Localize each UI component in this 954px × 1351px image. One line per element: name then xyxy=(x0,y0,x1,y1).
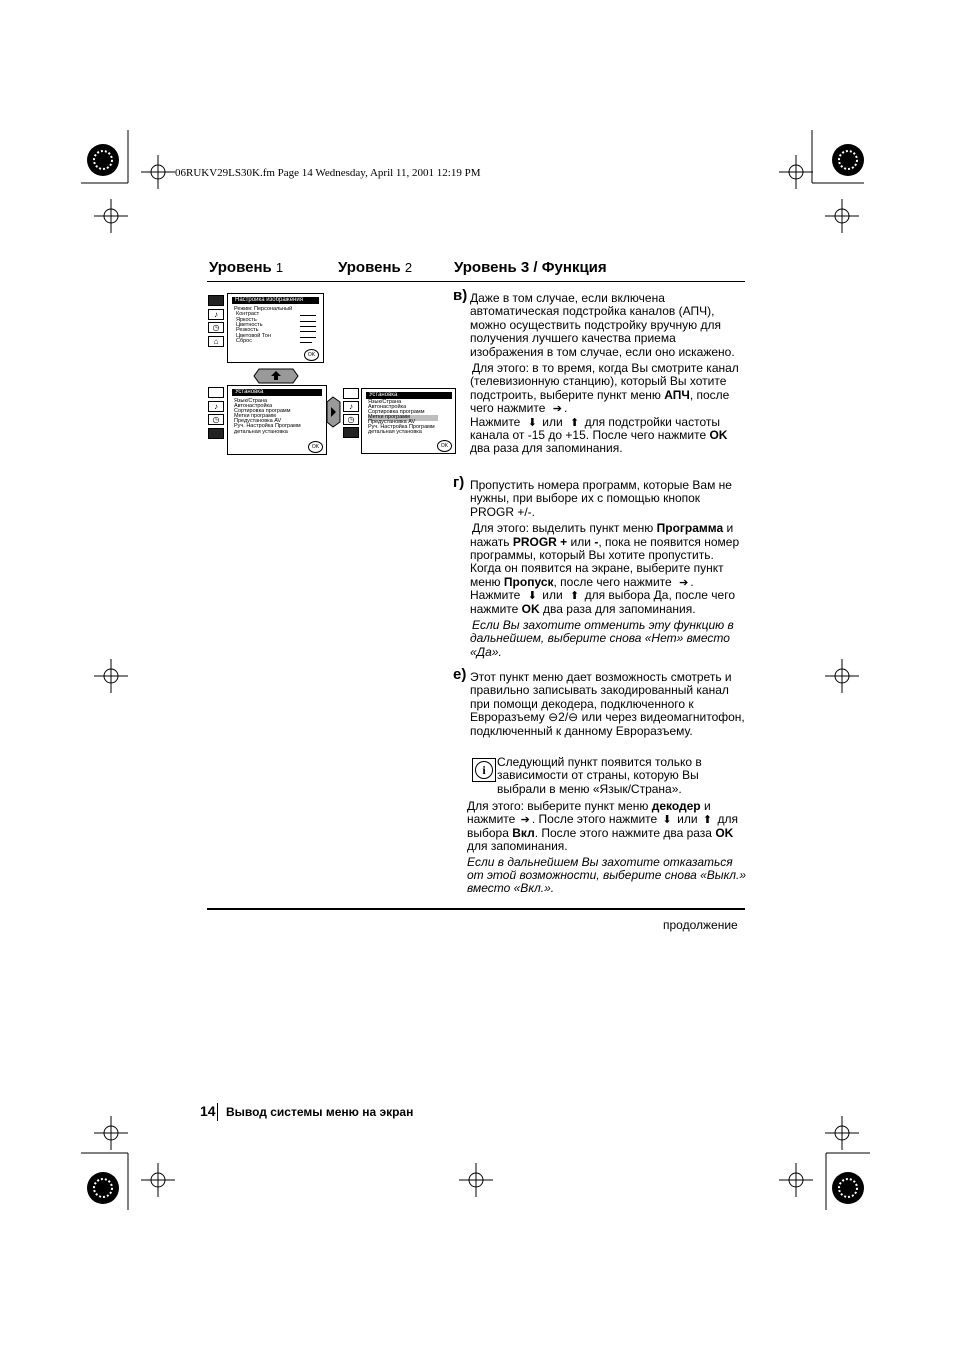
picture-tab-icon xyxy=(208,387,224,398)
arrow-right-icon: ➔ xyxy=(679,576,689,589)
setup-tab-icon xyxy=(208,428,224,439)
menu-title: Настройка изображения xyxy=(232,297,319,304)
sound-tab-icon: ♪ xyxy=(343,401,359,412)
menu-item: Руч. Настройка Программ xyxy=(368,424,435,430)
slider xyxy=(300,315,316,316)
menu-title: Установка xyxy=(366,392,452,399)
arrow-up-icon: ⬆ xyxy=(702,814,713,827)
remote-joystick-icon xyxy=(253,368,299,384)
arrow-down-icon: ⬇ xyxy=(527,590,537,603)
section-instructions: Для этого: выделить пункт меню Программа и нажать PROGR + или -, пока не появится номер программы, который Вы хотите пропустить. Когда он появится на экране, выберите пункт меню Пропуск, после чего нажмите ➔ . Нажмите ⬇ или ⬆ для выбора Да, после чего нажмите OK два раза для запоминания. xyxy=(470,521,740,616)
slider xyxy=(300,337,316,338)
setup-submenu-panel xyxy=(361,388,456,454)
section-instructions: Для этого: в то время, когда Вы смотрите канал (телевизионную станцию), который Вы хотите подстроить, выберите пункт меню АПЧ, после чего нажмите ➔ . Нажмите ⬇ или ⬆ для подстройки частоты канала от -15 до +15. После чего нажмите OK два раза для запоминания. xyxy=(470,361,739,456)
timer-tab-icon: ◷ xyxy=(343,414,359,425)
menu-item: Язык/Страна xyxy=(234,398,268,404)
arrow-right-icon: ➔ xyxy=(552,403,562,416)
info-icon: i xyxy=(472,758,496,782)
page-section-title: Вывод системы меню на экран xyxy=(226,1105,414,1119)
menu-item-highlighted: Метки программ xyxy=(368,415,438,421)
menu-item: Сортировка программ xyxy=(368,409,425,415)
ok-icon: OK xyxy=(437,440,452,452)
arrow-up-icon: ⬆ xyxy=(570,590,580,603)
section-note-italic: Если Вы захотите отменить эту функцию в дальнейшем, выберите снова «Нет» вместо «Да». xyxy=(470,618,734,659)
menu-item: Метки программ xyxy=(234,413,276,419)
arrow-down-icon: ⬇ xyxy=(662,814,672,827)
section-e xyxy=(453,666,746,738)
scart-connector-icon: ⊖ xyxy=(568,710,579,725)
section-intro: Даже в том случае, если включена автоматическая подстройка каналов (АПЧ), можно осуществить подстройку вручную для получения лучшего качества приема изображения в том случае, если оно искажено. xyxy=(470,291,735,359)
level-2-heading: Уровень 2 xyxy=(338,259,413,276)
sound-tab-icon: ♪ xyxy=(208,401,224,412)
menu-item: Резкость xyxy=(236,327,259,333)
menu-title: Установка xyxy=(232,389,322,396)
menu-item: Автонастройка xyxy=(234,403,273,409)
section-letter: е) xyxy=(453,666,467,683)
menu-item: Сортировка программ xyxy=(234,408,291,414)
section-letter: г) xyxy=(453,474,465,491)
timer-tab-icon: ◷ xyxy=(208,322,224,333)
level-1-heading: Уровень 1 xyxy=(209,259,284,276)
picture-tab-icon xyxy=(343,388,359,399)
slider xyxy=(300,342,312,343)
section-intro: Этот пункт меню дает возможность смотреть и правильно записывать закодированный канал при помощи декодера, подключенного к Евроразъему ⊖2/⊖ или через видеомагнитофон, подключенный к данному Евроразъему. xyxy=(470,670,745,738)
file-header: 06RUKV29LS30K.fm Page 14 Wednesday, April 11, 2001 12:19 PM xyxy=(175,167,481,179)
ok-icon: OK xyxy=(308,441,323,453)
footer-rule xyxy=(207,908,745,910)
menu-item: Язык/Страна xyxy=(368,399,402,405)
menu-item: Контраст xyxy=(236,311,260,317)
menu-item: детальная установка xyxy=(368,429,422,435)
picture-tab-icon xyxy=(208,295,224,306)
section-g xyxy=(453,474,746,659)
timer-tab-icon: ◷ xyxy=(208,414,224,425)
sound-tab-icon: ♪ xyxy=(208,309,224,320)
ok-icon: OK xyxy=(304,349,319,361)
setup-tab-icon: ⌂ xyxy=(208,336,224,347)
setup-menu-panel xyxy=(227,385,327,455)
scart-connector-icon: ⊖ xyxy=(548,710,559,725)
slider xyxy=(300,331,316,332)
arrow-right-icon: ➔ xyxy=(520,814,530,827)
arrow-up-icon: ⬆ xyxy=(570,416,580,429)
menu-item: Режим: Персональный xyxy=(234,306,293,312)
section-e-instructions: Для этого: выберите пункт меню декодер и нажмите ➔ . После этого нажмите ⬇ или ⬆ для выбора Вкл. После этого нажмите два раза OK для запоминания. Если в дальнейшем Вы захотите отказаться от этой возможности, выберите снова «Выкл.» вместо «Вкл.». xyxy=(467,799,747,896)
info-note: Следующий пункт появится только в зависимости от страны, которую Вы выбрали в меню «Язык/Страна». xyxy=(497,755,702,796)
menu-item: Цветность xyxy=(236,322,263,328)
arrow-down-icon: ⬇ xyxy=(527,416,537,429)
menu-item: Предустановка AV xyxy=(368,419,416,425)
remote-joystick-icon xyxy=(326,396,341,428)
picture-menu-panel xyxy=(227,293,324,363)
menu-item: Руч. Настройка Программ xyxy=(234,423,301,429)
menu-item: Цветовой Тон xyxy=(236,333,271,339)
section-v xyxy=(453,287,746,456)
menu-item: Автонастройка xyxy=(368,404,407,410)
level-3-heading: Уровень 3 / Функция xyxy=(454,259,607,276)
section-intro: Пропустить номера программ, которые Вам не нужны, при выборе их с помощью кнопок PROGR +/-. xyxy=(470,478,732,519)
menu-item: Предустановка AV xyxy=(234,418,282,424)
section-note-italic: Если в дальнейшем Вы захотите отказаться от этой возможности, выберите снова «Выкл.» вместо «Вкл.». xyxy=(467,854,747,896)
continued-label: продолжение xyxy=(663,918,738,932)
header-rule xyxy=(207,281,745,282)
page-number-divider xyxy=(217,1103,218,1121)
slider xyxy=(300,321,316,322)
section-letter: в) xyxy=(453,287,468,304)
setup-tab-icon xyxy=(343,427,359,438)
menu-item: Яркость xyxy=(236,317,257,323)
slider xyxy=(300,326,316,327)
page-number: 14 xyxy=(200,1103,216,1119)
menu-item: детальная установка xyxy=(234,429,288,435)
menu-item: Сброс xyxy=(236,338,252,344)
